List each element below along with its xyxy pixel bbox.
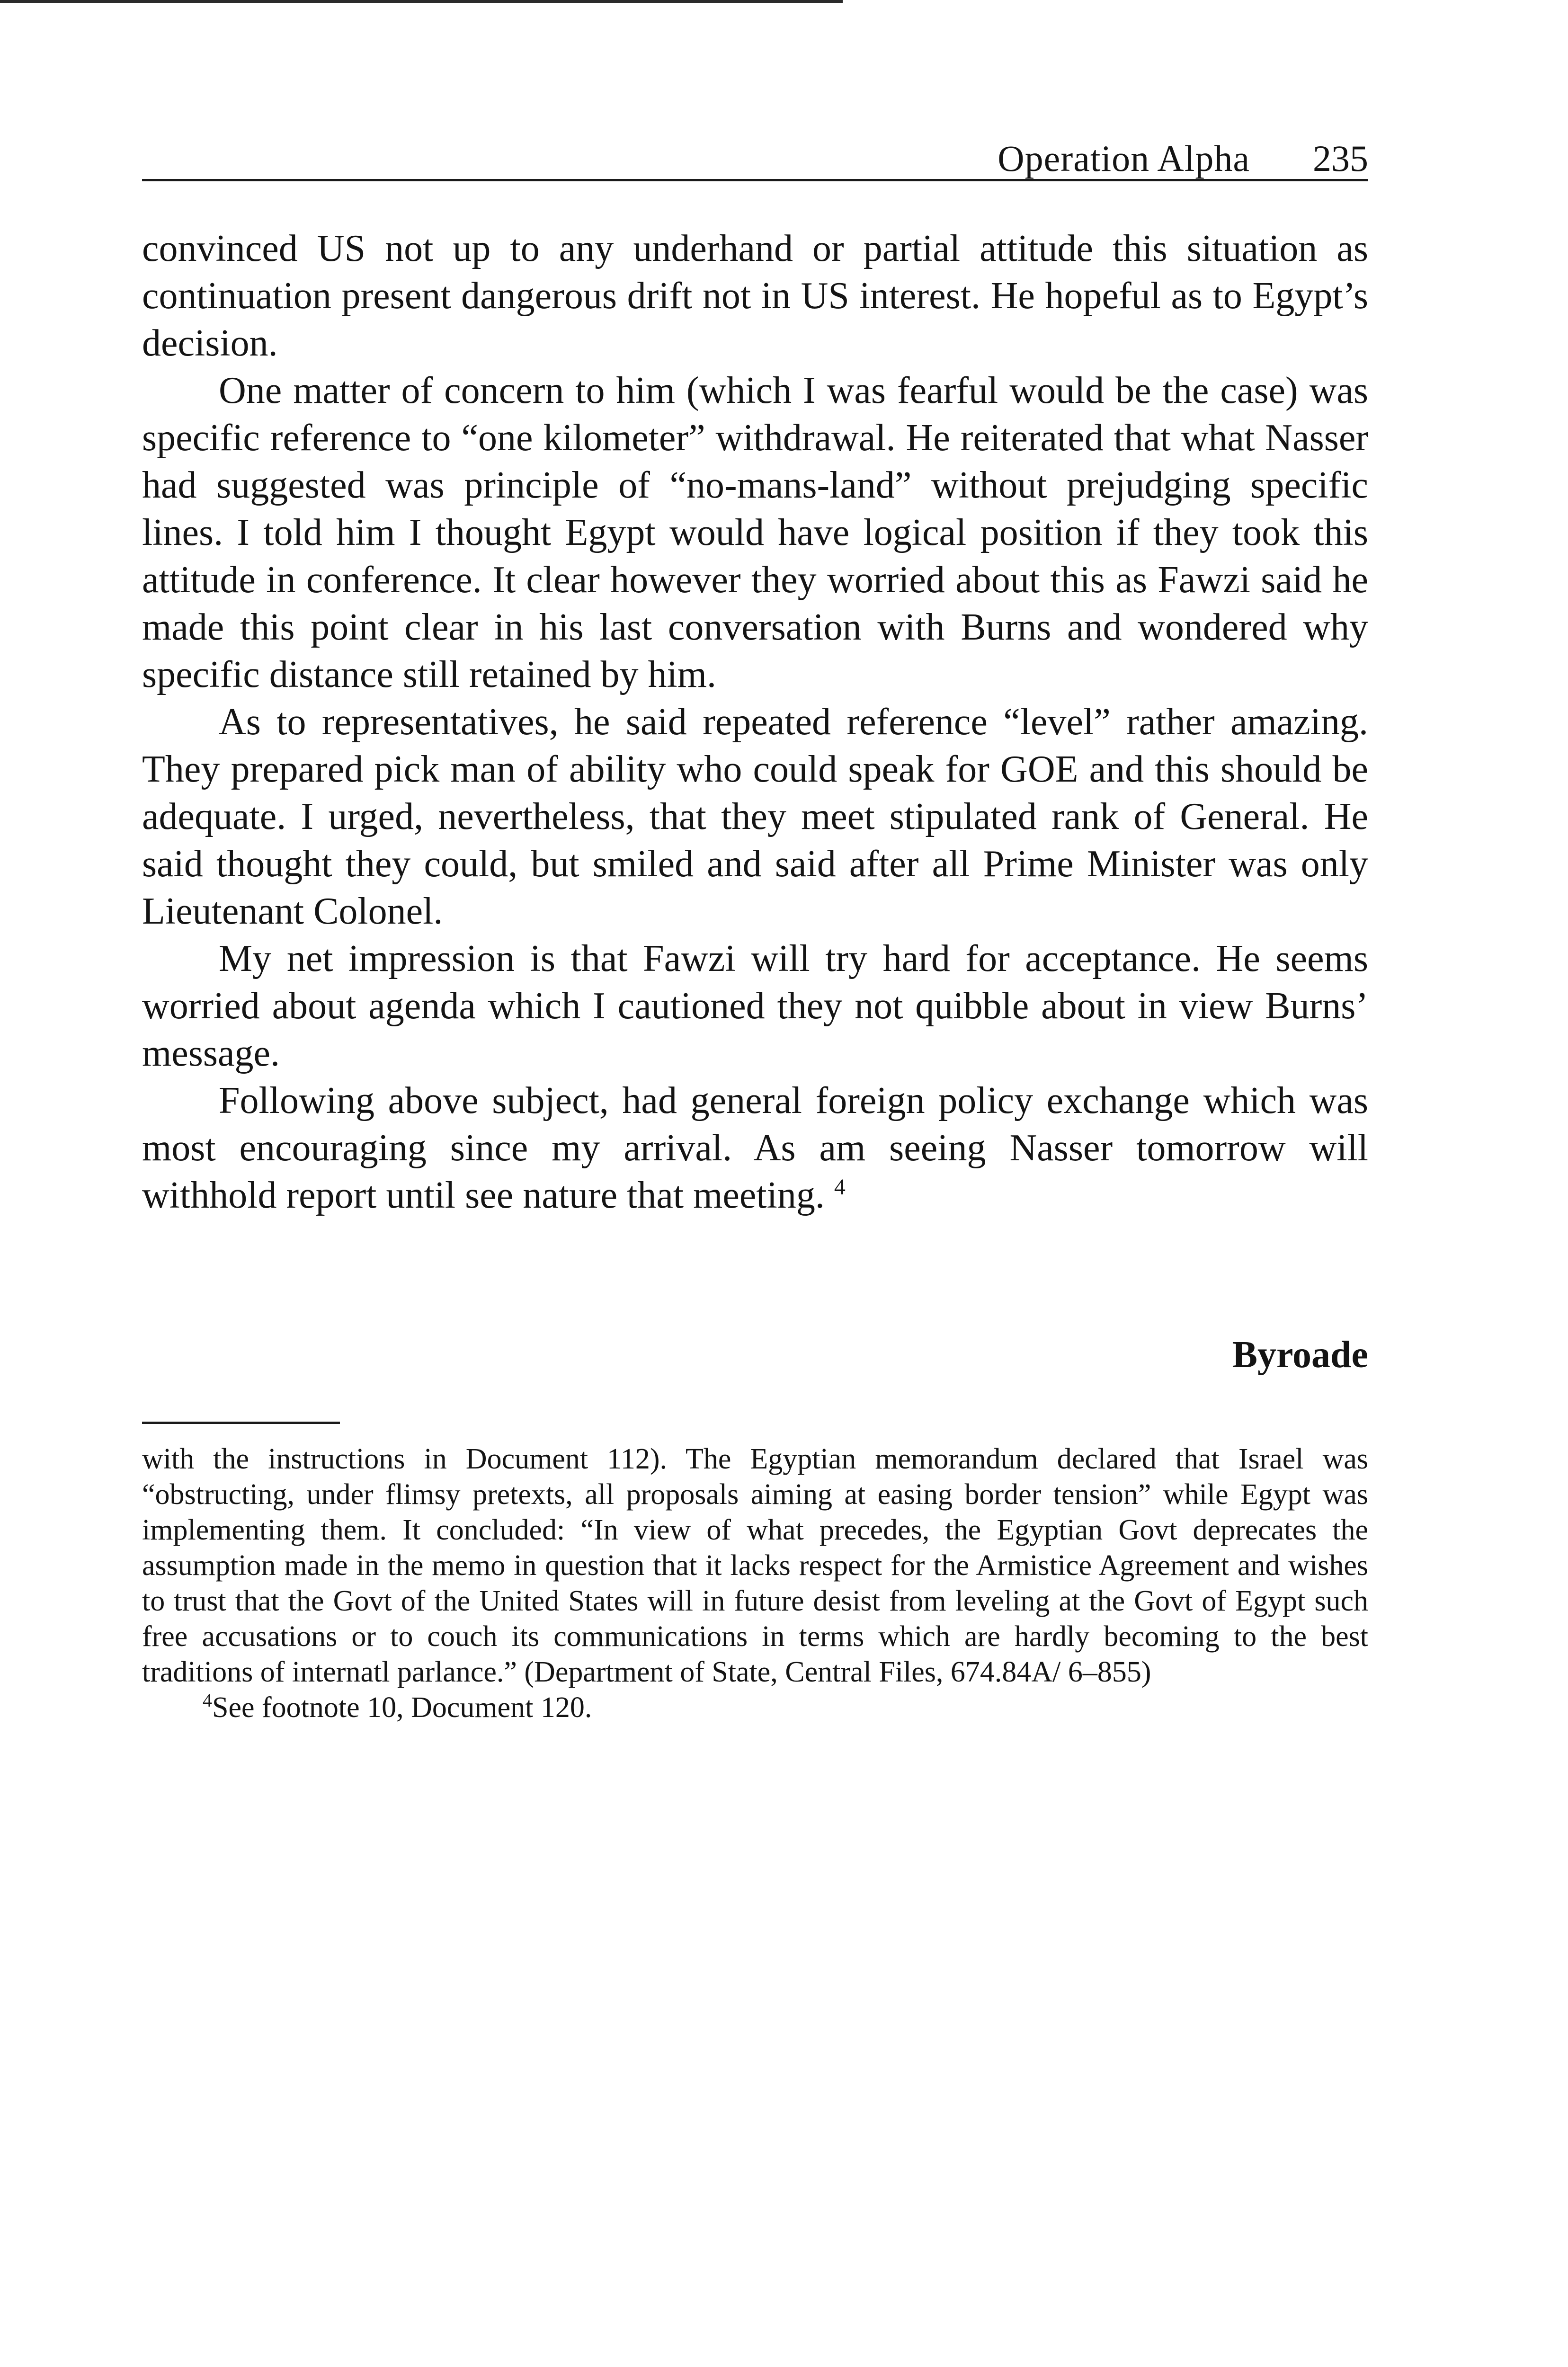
paragraph-2: One matter of concern to him (which I was fearful would be the case) was specific reference to “one kilometer” withdrawal. He reiterated that what Nasser had suggested was principle of “no-mans-land” without prejudging specific lines. I told him I thought Egypt would have logical position if they took this attitude in conference. It clear however they worried about this as Fawzi said he made this point clear in his last conversation with Burns and wondered why specific distance still retained by him. (142, 370, 1368, 695)
paragraph-5-text: Following above subject, had general foreign policy exchange which was most encouraging since my arrival. As am seeing Nasser tomorrow will withhold report until see nature that meeting. (142, 1080, 1368, 1216)
footnote-4 (142, 1690, 1368, 1726)
top-edge-rule (0, 0, 843, 3)
paragraph-4: My net impression is that Fawzi will try hard for acceptance. He seems worried about agenda which I cautioned they not quibble about in view Burns’ message. (142, 938, 1368, 1074)
running-head (142, 132, 1368, 181)
footnotes (142, 1442, 1368, 1726)
signature: Byroade (1232, 1334, 1368, 1376)
footnote-4-text: See footnote 10, Document 120. (212, 1691, 592, 1724)
footnote-rule (142, 1422, 340, 1424)
body-text (142, 225, 1368, 1219)
footnote-continuation: with the instructions in Document 112). The Egyptian memorandum declared that Israel was “obstructing, under flimsy pretexts, all proposals aiming at easing border tension” while Egypt was implementing them. It concluded: “In view of what precedes, the Egyptian Govt deprecates the assumption made in the memo in question that it lacks respect for the Armistice Agreement and wishes to trust that the Govt of the United States will in future desist from leveling at the Govt of Egypt such free accusations or to couch its communications in terms which are hardly becoming to the best traditions of internatl parlance.” (Department of State, Central Files, 674.84A/ 6–855) (142, 1443, 1368, 1688)
running-head-title: Operation Alpha (998, 138, 1250, 179)
paragraph-5 (142, 1077, 1368, 1219)
paragraph-1: convinced US not up to any underhand or partial attitude this situation as continuation present dangerous drift not in US interest. He hopeful as to Egypt’s decision. (142, 228, 1368, 364)
page-number: 235 (1313, 138, 1368, 179)
paragraph-3: As to representatives, he said repeated reference “level” rather amazing. They prepared pick man of ability who could speak for GOE and this should be adequate. I urged, nevertheless, that they meet stipulated rank of General. He said thought they could, but smiled and said after all Prime Minister was only Lieutenant Colonel. (142, 701, 1368, 932)
footnote-4-marker: 4 (203, 1690, 212, 1711)
footnote-ref-4: 4 (834, 1175, 846, 1200)
